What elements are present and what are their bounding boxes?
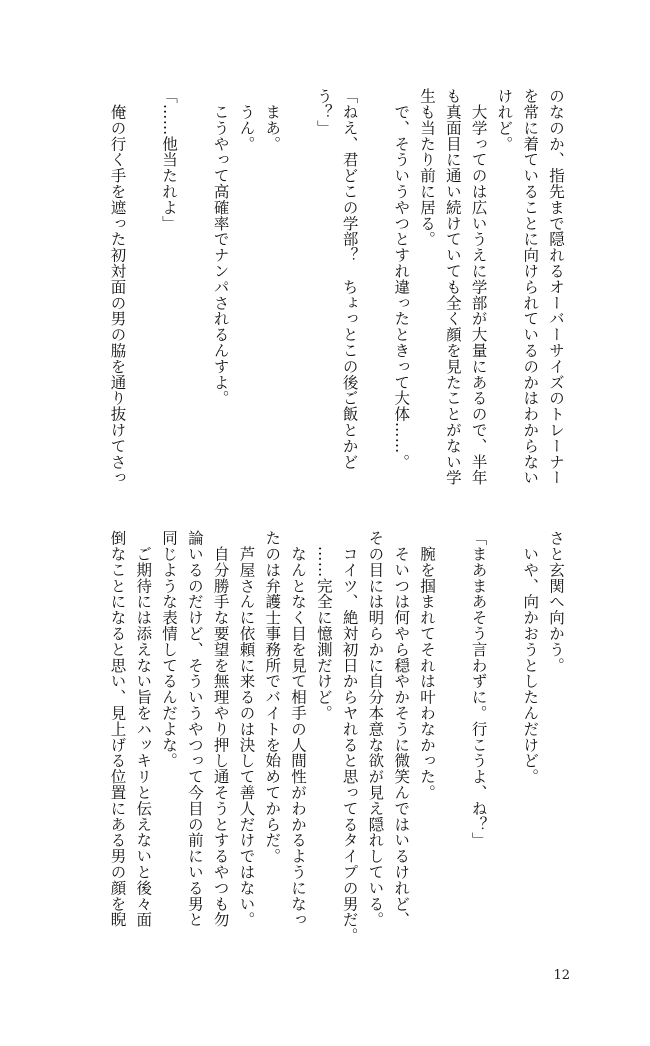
text-line: 同じような表情してるんだよな。 <box>160 530 179 769</box>
text-line: 倒なことになると思い、見上げる位置にある男の顔を睨 <box>108 530 127 928</box>
text-line: 腕を掴まれてそれは叶わなかった。 <box>418 530 437 801</box>
text-line: なんとなく目を見て相手の人間性がわかるようになっ <box>289 530 308 928</box>
text-line: も真面目に通い続けていても全く顔を見たことがない学 <box>443 88 462 486</box>
page-number: 12 <box>553 968 570 983</box>
text-line: を常に着ていることに向けられているのかはわからない <box>521 88 540 486</box>
text-line: のなのか、指先まで隠れるオーバーサイズのトレーナー <box>547 88 565 486</box>
text-line: うん。 <box>237 88 256 152</box>
text-line <box>362 88 388 488</box>
text-line: 「まあまあそう言わずに。行こうよ、ね？」 <box>469 530 488 848</box>
text-line: 「……他当たれよ」 <box>160 88 179 232</box>
text-line: 「ねえ、君どこの学部？ ちょっとこの後ご飯とかど <box>340 88 359 470</box>
text-line: こうやって高確率でナンパされるんすよ。 <box>211 88 230 406</box>
text-block-bottom <box>104 530 568 960</box>
text-line: いや、向かおうとしたんだけど。 <box>521 530 540 785</box>
text-line: そいつは何やら穏やかそうに微笑んではいるけれど、 <box>392 530 411 928</box>
text-line: 大学ってのは広いうえに学部が大量にあるので、半年 <box>469 88 488 486</box>
text-line: まあ。 <box>263 88 282 152</box>
text-line: たのは弁護士事務所でバイトを始めてからだ。 <box>263 530 282 864</box>
text-line <box>439 530 465 960</box>
text-line: けれど。 <box>495 88 514 152</box>
text-line: ご期待には添えない旨をハッキリと伝えないと後々面 <box>134 530 153 928</box>
text-line: 生も当たり前に居る。 <box>418 88 437 247</box>
text-line <box>129 88 155 488</box>
text-line <box>491 530 517 960</box>
text-line: その目には明らかに自分本意な欲が見え隠れしている。 <box>366 530 385 928</box>
text-line: う？」 <box>314 88 333 136</box>
text-block-top <box>104 88 568 488</box>
text-line: 俺の行く手を遮った初対面の男の脇を通り抜けてさっ <box>108 88 127 486</box>
text-line <box>181 88 207 488</box>
text-line: 芦屋さんに依頼に来るのは決して善人だけではない。 <box>237 530 256 928</box>
text-line: で、そういうやつとすれ違ったときって大体……。 <box>392 88 411 470</box>
text-line: 自分勝手な要望を無理やり押し通そうとするやつも勿 <box>211 530 230 928</box>
text-line: コイツ、絶対初日からヤれると思ってるタイプの男だ。 <box>340 530 359 944</box>
text-line: 論いるのだけど、そういうやつって今目の前にいる男と <box>185 530 204 928</box>
text-line: ……完全に憶測だけど。 <box>314 530 333 721</box>
text-line: さと玄関へ向かう。 <box>547 530 565 674</box>
text-line <box>284 88 310 488</box>
